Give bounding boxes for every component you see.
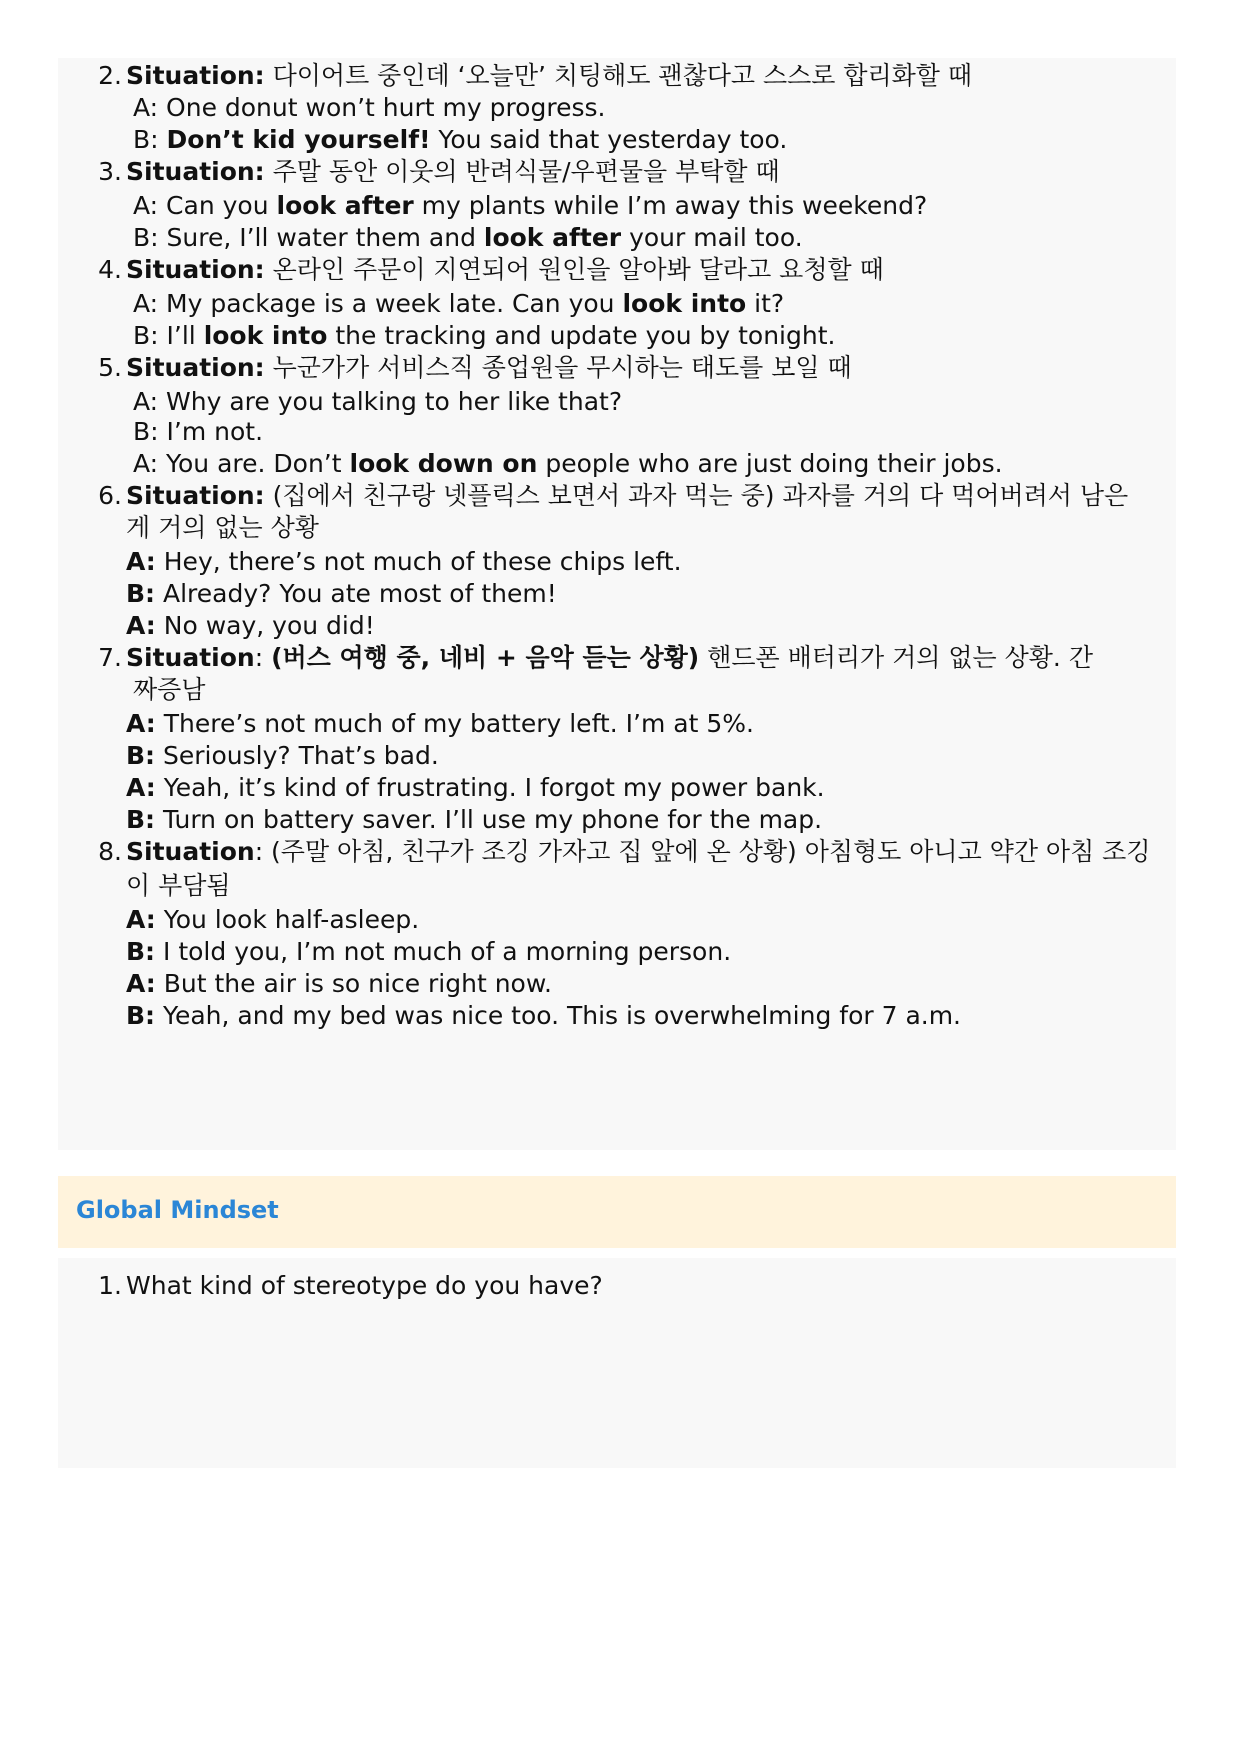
speaker: A: bbox=[126, 773, 156, 802]
speaker: A: bbox=[133, 387, 159, 416]
situation-label: Situation bbox=[126, 643, 255, 672]
situation-label: Situation: bbox=[126, 255, 265, 284]
speaker: B: bbox=[126, 937, 156, 966]
situation-label: Situation: bbox=[126, 157, 265, 186]
speaker: B: bbox=[126, 805, 156, 834]
dialogue-text: You said that yesterday too. bbox=[430, 125, 788, 154]
dialogue-text: There’s not much of my battery left. I’m at 5%. bbox=[155, 709, 754, 738]
dialogue-text: it? bbox=[746, 289, 785, 318]
dialogue-text: You are. Don’t bbox=[158, 449, 350, 478]
key-phrase: look after bbox=[276, 191, 414, 220]
situation-description: 게 거의 없는 상황 bbox=[126, 513, 319, 542]
situation-description: 이 부담됨 bbox=[126, 871, 231, 900]
speaker: B: bbox=[126, 579, 156, 608]
key-phrase: Don’t kid yourself! bbox=[166, 125, 431, 154]
speaker: A: bbox=[133, 449, 159, 478]
dialogue-text: people who are just doing their jobs. bbox=[537, 449, 1003, 478]
item-number: 6. bbox=[98, 481, 122, 510]
speaker: B: bbox=[133, 223, 159, 252]
item-number: 5. bbox=[98, 353, 122, 382]
situation-description: 짜증남 bbox=[133, 675, 206, 704]
speaker: B: bbox=[126, 741, 156, 770]
dialogue-text: No way, you did! bbox=[155, 611, 375, 640]
item-number: 4. bbox=[98, 255, 122, 284]
dialogue-text: I’m not. bbox=[158, 417, 264, 446]
situation-context: (버스 여행 중, 네비 + 음악 듣는 상황) bbox=[271, 643, 700, 672]
situation-label: Situation: bbox=[126, 353, 265, 382]
speaker: B: bbox=[133, 125, 159, 154]
dialogue-text: You look half-asleep. bbox=[155, 905, 420, 934]
dialogue-text: My package is a week late. Can you bbox=[158, 289, 623, 318]
situation-description: : (주말 아침, 친구가 조깅 가자고 집 앞에 온 상황) 아침형도 아니고 약간 아침 조깅 bbox=[254, 837, 1151, 866]
dialogue-text: the tracking and update you by tonight. bbox=[327, 321, 836, 350]
situation-label: Situation: bbox=[126, 481, 265, 510]
dialogue-text: Hey, there’s not much of these chips left. bbox=[155, 547, 682, 576]
situation-text bbox=[126, 834, 1150, 870]
situation-description: (집에서 친구랑 넷플릭스 보면서 과자 먹는 중) 과자를 거의 다 먹어버려서 남은 bbox=[264, 481, 1129, 510]
dialogue-text: One donut won’t hurt my progress. bbox=[158, 93, 606, 122]
speaker: A: bbox=[126, 709, 156, 738]
dialogue-panel bbox=[58, 58, 1176, 1150]
situation-text bbox=[126, 640, 1093, 676]
speaker: A: bbox=[133, 289, 159, 318]
key-phrase: look after bbox=[483, 223, 622, 252]
dialogue-text: Already? You ate most of them! bbox=[155, 579, 557, 608]
dialogue-text: Seriously? That’s bad. bbox=[155, 741, 439, 770]
item-number: 7. bbox=[98, 643, 122, 672]
dialogue-text: Turn on battery saver. I’ll use my phone for the map. bbox=[155, 805, 823, 834]
speaker: A: bbox=[126, 969, 156, 998]
situation-description: 핸드폰 배터리가 거의 없는 상황. 간 bbox=[699, 643, 1093, 672]
question-panel bbox=[58, 1258, 1176, 1468]
question-number: 1. bbox=[98, 1271, 122, 1300]
dialogue-text: Sure, I’ll water them and bbox=[158, 223, 484, 252]
dialogue-text: I’ll bbox=[158, 321, 204, 350]
situation-colon: : bbox=[254, 643, 272, 672]
dialogue-text bbox=[159, 125, 167, 154]
speaker: B: bbox=[126, 1001, 156, 1030]
section-title: Global Mindset bbox=[76, 1196, 279, 1224]
situation-description: 주말 동안 이웃의 반려식물/우편물을 부탁할 때 bbox=[264, 157, 780, 186]
dialogue-text: your mail too. bbox=[621, 223, 803, 252]
situation-text bbox=[126, 350, 852, 386]
situation-label: Situation bbox=[126, 837, 255, 866]
situation-label: Situation: bbox=[126, 61, 265, 90]
speaker: A: bbox=[126, 547, 156, 576]
dialogue-text: Yeah, it’s kind of frustrating. I forgot my power bank. bbox=[155, 773, 825, 802]
speaker: A: bbox=[133, 191, 159, 220]
dialogue-text: Can you bbox=[158, 191, 277, 220]
dialogue-text: I told you, I’m not much of a morning person. bbox=[155, 937, 732, 966]
situation-description: 다이어트 중인데 ‘오늘만’ 치팅해도 괜찮다고 스스로 합리화할 때 bbox=[264, 61, 973, 90]
situation-description: 누군가가 서비스직 종업원을 무시하는 태도를 보일 때 bbox=[264, 353, 852, 382]
key-phrase: look into bbox=[622, 289, 747, 318]
dialogue-text: Yeah, and my bed was nice too. This is overwhelming for 7 a.m. bbox=[155, 1001, 962, 1030]
situation-text bbox=[126, 58, 972, 94]
key-phrase: look down on bbox=[349, 449, 538, 478]
section-header bbox=[58, 1176, 1176, 1248]
situation-text bbox=[126, 252, 884, 288]
speaker: B: bbox=[133, 417, 159, 446]
speaker: B: bbox=[133, 321, 159, 350]
dialogue-text: But the air is so nice right now. bbox=[155, 969, 552, 998]
item-number: 8. bbox=[98, 837, 122, 866]
speaker: A: bbox=[126, 905, 156, 934]
situation-description: 온라인 주문이 지연되어 원인을 알아봐 달라고 요청할 때 bbox=[264, 255, 884, 284]
situation-text bbox=[126, 478, 1128, 514]
item-number: 2. bbox=[98, 61, 122, 90]
question-text: What kind of stereotype do you have? bbox=[126, 1271, 603, 1300]
item-number: 3. bbox=[98, 157, 122, 186]
key-phrase: look into bbox=[203, 321, 328, 350]
situation-text bbox=[126, 154, 780, 190]
speaker: A: bbox=[133, 93, 159, 122]
speaker: A: bbox=[126, 611, 156, 640]
dialogue-text: Why are you talking to her like that? bbox=[158, 387, 623, 416]
dialogue-text: my plants while I’m away this weekend? bbox=[413, 191, 928, 220]
